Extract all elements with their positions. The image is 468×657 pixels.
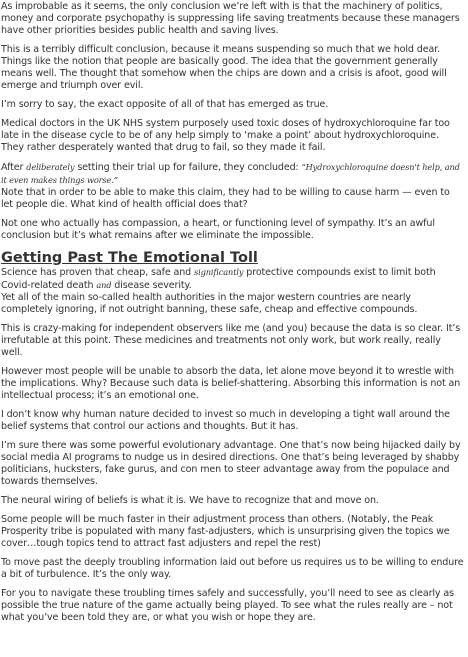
paragraph-opposite: I’m sorry to say, the exact opposite of all of that has emerged as true. [1, 99, 329, 110]
paragraph-absorb: However most people will be unable to absorb the data, let alone move beyond it to wrestle with the implications. Why? Because such data is belief-shattering. Absorbing this information is not an intellectual process; it’s an emotional one. [1, 366, 461, 401]
paragraph-nhs: Medical doctors in the UK NHS system purposely used toxic doses of hydroxychloroquine far too late in the disease cycle to be of any help simply to ‘make a point’ about hydroxychloroquine. They rather desperately wanted that drug to fail, so they made it fail. [1, 118, 450, 153]
science-post: disease severity. [111, 280, 192, 291]
paragraph-authorities: Yet all of the main so-called health authorities in the major western countries are nearly completely ignoring, if not outright banning, these safe, cheap and effective compounds. [1, 292, 418, 315]
science-emphasis-2: and [96, 280, 112, 290]
paragraph-crazy-making: This is crazy-making for independent observers like me (and you) because the data is so clear. It’s irrefutable at this point. These medicines and treatments not only work, but work really, really well. [1, 323, 461, 358]
science-pre: Science has proven that cheap, safe and [1, 267, 195, 278]
paragraph-adjusters: Some people will be much faster in their adjustment process than others. (Notably, the Peak Prosperity tribe is populated with many fast-adjusters, which is unsurprising given the topics we cover…tough topics tend to attract fast adjusters and repel the rest) [1, 514, 450, 549]
paragraph-turbulence: To move past the deeply troubling information laid out before us requires us to be willing to endure a bit of turbulence. It’s the only way. [1, 557, 464, 580]
trial-quote: “Hydroxychloroquine doesn't help, and it even makes things worse.” [1, 162, 460, 185]
paragraph-difficult: This is a terribly difficult conclusion, because it means suspending so much that we hold dear. Things like the notion that people are basically good. The idea that the government generally means well. The thought that somehow when the chips are down and a crisis is afoot, good will emerge and triumph over evil. [1, 44, 447, 91]
paragraph-science [1, 266, 464, 292]
paragraph-navigate: For you to navigate these troubling times safely and successfully, you’ll need to see as clearly as possible the true nature of the game actually being played. To see what the rules really are – not what you’ve been told they are, or what you wish or hope they are. [1, 588, 454, 623]
paragraph-note: Note that in order to be able to make this claim, they had to be willing to cause harm — even to let people die. What kind of health official does that? [1, 187, 450, 210]
science-emphasis-1: significantly [194, 267, 244, 277]
paragraph-after-trial [1, 161, 464, 187]
after-pre: After [1, 162, 27, 173]
section-heading: Getting Past The Emotional Toll [1, 250, 258, 266]
paragraph-compassion: Not one who actually has compassion, a heart, or functioning level of sympathy. It’s an awful conclusion but it’s what remains after we eliminate the impossible. [1, 218, 435, 241]
paragraph-conclusion: As improbable as it seems, the only conclusion we’re left with is that the machinery of politics, money and corporate psychopathy is suppressing life saving treatments because these managers have other priorities besides public health and saving lives. [1, 1, 460, 36]
after-mid: setting their trial up for failure, they concluded: [74, 162, 302, 173]
paragraph-neural-wiring: The neural wiring of beliefs is what it is. We have to recognize that and move on. [1, 495, 379, 506]
science-mid: protective compounds exist to limit both Covid-related death [1, 267, 436, 291]
after-emphasis: deliberately [26, 162, 75, 172]
paragraph-evolution: I’m sure there was some powerful evolutionary advantage. One that’s now being hijacked daily by social media AI programs to nudge us in desired directions. One that’s being leveraged by shabby politicians, hucksters, fake gurus, and con men to steer advantage away from the populace and towards themselves. [1, 440, 461, 487]
paragraph-human-nature: I don’t know why human nature decided to invest so much in developing a tight wall around the belief systems that control our actions and thoughts. But it has. [1, 409, 450, 432]
